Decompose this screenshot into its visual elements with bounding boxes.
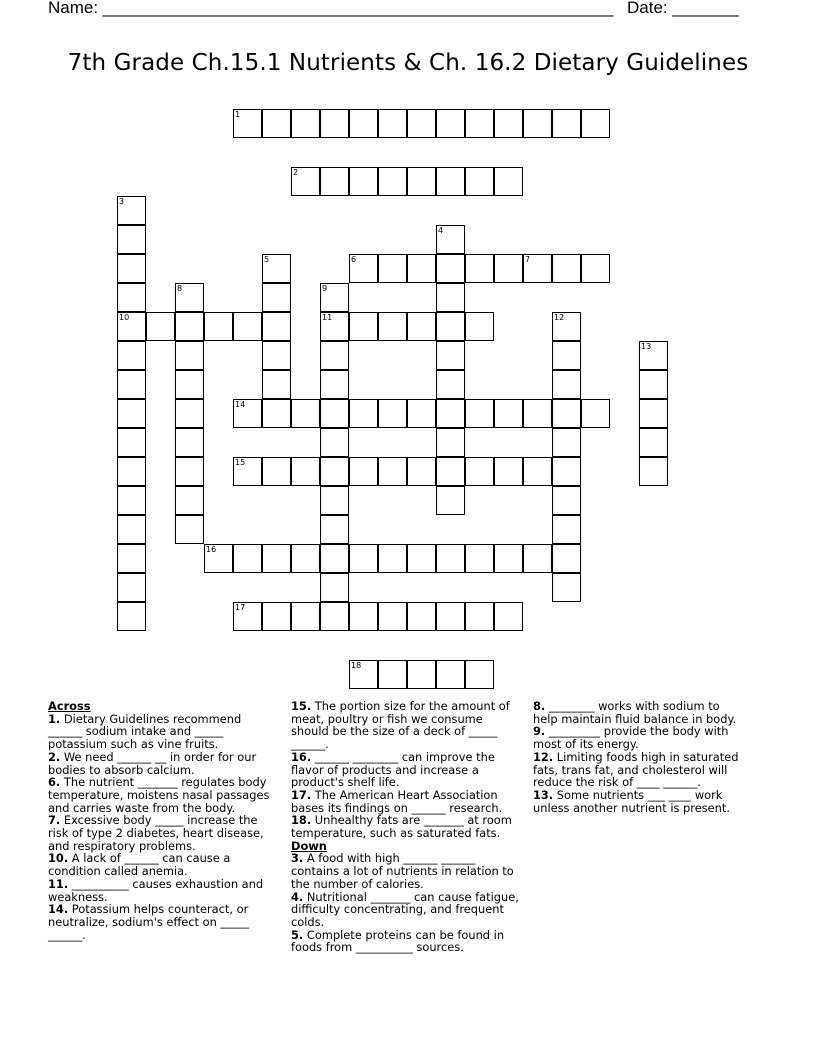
crossword-cell[interactable] — [494, 167, 523, 196]
crossword-cell[interactable] — [639, 428, 668, 457]
crossword-cell[interactable] — [407, 399, 436, 428]
crossword-cell[interactable] — [378, 254, 407, 283]
across-heading: Across — [48, 699, 91, 713]
crossword-cell[interactable] — [349, 602, 378, 631]
crossword-cell[interactable] — [552, 370, 581, 399]
crossword-cell[interactable] — [320, 515, 349, 544]
crossword-cell[interactable] — [581, 399, 610, 428]
crossword-cell[interactable] — [320, 109, 349, 138]
clue-down-3: 3. A food with high ______ ______ contains a lot of nutrients in relation to the number of calories. — [291, 851, 514, 891]
crossword-cell[interactable] — [436, 225, 465, 254]
crossword-cell[interactable] — [639, 457, 668, 486]
cell-number: 2 — [293, 168, 299, 177]
crossword-cell[interactable] — [320, 457, 349, 486]
crossword-cell[interactable] — [175, 515, 204, 544]
clue-across-7: 7. Excessive body _____ increase the risk of type 2 diabetes, heart disease, and respiratory problems. — [48, 813, 264, 853]
crossword-cell[interactable] — [436, 109, 465, 138]
crossword-cell[interactable] — [291, 457, 320, 486]
crossword-cell[interactable] — [436, 544, 465, 573]
clue-down-13: 13. Some nutrients ___ ____ work unless another nutrient is present. — [533, 787, 730, 815]
crossword-cell[interactable] — [552, 515, 581, 544]
crossword-cell[interactable] — [523, 544, 552, 573]
cell-number: 1 — [235, 110, 241, 119]
crossword-cell[interactable] — [320, 544, 349, 573]
cell-number: 14 — [235, 400, 246, 409]
crossword-cell[interactable] — [175, 428, 204, 457]
crossword-cell[interactable] — [407, 457, 436, 486]
crossword-cell[interactable] — [262, 254, 291, 283]
crossword-cell[interactable] — [523, 254, 552, 283]
crossword-cell[interactable] — [378, 602, 407, 631]
cell-number: 9 — [322, 284, 328, 293]
clue-across-2: 2. We need ______ __ in order for our bodies to absorb calcium. — [48, 749, 257, 777]
clue-across-1: 1. Dietary Guidelines recommend ______ sodium intake and _____ potassium such as vine fruits. — [48, 711, 242, 752]
crossword-cell[interactable] — [436, 254, 465, 283]
crossword-cell[interactable] — [436, 486, 465, 515]
crossword-cell[interactable] — [494, 457, 523, 486]
cell-number: 4 — [438, 226, 444, 235]
crossword-cell[interactable] — [262, 399, 291, 428]
clue-down-4: 4. Nutritional _______ can cause fatigue, difficulty concentrating, and frequent colds. — [291, 889, 519, 929]
crossword-cell[interactable] — [465, 109, 494, 138]
crossword-cell[interactable] — [233, 312, 262, 341]
crossword-cell[interactable] — [581, 254, 610, 283]
crossword-cell[interactable] — [117, 370, 146, 399]
clue-down-9: 9. _________ provide the body with most of its energy. — [533, 724, 729, 752]
crossword-cell[interactable] — [262, 602, 291, 631]
crossword-cell[interactable] — [378, 312, 407, 341]
crossword-cell[interactable] — [117, 544, 146, 573]
crossword-cell[interactable] — [291, 602, 320, 631]
clues-column-1 — [48, 700, 273, 941]
crossword-cell[interactable] — [349, 312, 378, 341]
crossword-cell[interactable] — [552, 573, 581, 602]
crossword-cell[interactable] — [407, 602, 436, 631]
crossword-cell[interactable] — [291, 167, 320, 196]
crossword-cell[interactable] — [117, 196, 146, 225]
crossword-cell[interactable] — [291, 544, 320, 573]
crossword-cell[interactable] — [320, 312, 349, 341]
crossword-cell[interactable] — [436, 283, 465, 312]
crossword-cell[interactable] — [117, 515, 146, 544]
crossword-cell[interactable] — [494, 544, 523, 573]
crossword-cell[interactable] — [349, 254, 378, 283]
crossword-cell[interactable] — [233, 602, 262, 631]
crossword-cell[interactable] — [552, 109, 581, 138]
name-field-label[interactable]: Name: ______________________________________________________ — [48, 0, 614, 17]
crossword-cell[interactable] — [552, 399, 581, 428]
crossword-cell[interactable] — [320, 370, 349, 399]
cell-number: 5 — [264, 255, 270, 264]
cell-number: 8 — [177, 284, 183, 293]
crossword-cell[interactable] — [117, 486, 146, 515]
crossword-cell[interactable] — [320, 573, 349, 602]
crossword-cell[interactable] — [494, 109, 523, 138]
cell-number: 10 — [119, 313, 130, 322]
crossword-cell[interactable] — [262, 544, 291, 573]
crossword-cell[interactable] — [407, 544, 436, 573]
page-title: 7th Grade Ch.15.1 Nutrients & Ch. 16.2 Dietary Guidelines — [67, 50, 749, 76]
crossword-cell[interactable] — [204, 312, 233, 341]
crossword-cell[interactable] — [204, 544, 233, 573]
crossword-cell[interactable] — [175, 370, 204, 399]
crossword-cell[interactable] — [465, 312, 494, 341]
crossword-cell[interactable] — [436, 457, 465, 486]
crossword-cell[interactable] — [436, 660, 465, 689]
clue-across-16: 16. ______ ________ can improve the flavor of products and increase a product's shelf life. — [291, 749, 495, 790]
crossword-cell[interactable] — [349, 167, 378, 196]
crossword-cell[interactable] — [436, 428, 465, 457]
cell-number: 16 — [206, 545, 217, 554]
crossword-cell[interactable] — [552, 312, 581, 341]
crossword-cell[interactable] — [465, 457, 494, 486]
crossword-cell[interactable] — [378, 109, 407, 138]
crossword-cell[interactable] — [378, 457, 407, 486]
crossword-cell[interactable] — [117, 573, 146, 602]
crossword-cell[interactable] — [407, 660, 436, 689]
date-field-label[interactable]: Date: _______ — [627, 0, 739, 17]
crossword-cell[interactable] — [465, 602, 494, 631]
crossword-cell[interactable] — [523, 399, 552, 428]
crossword-cell[interactable] — [436, 312, 465, 341]
crossword-cell[interactable] — [117, 225, 146, 254]
crossword-cell[interactable] — [233, 399, 262, 428]
crossword-cell[interactable] — [494, 602, 523, 631]
crossword-cell[interactable] — [378, 399, 407, 428]
crossword-cell[interactable] — [465, 399, 494, 428]
crossword-cell[interactable] — [436, 602, 465, 631]
crossword-cell[interactable] — [465, 254, 494, 283]
crossword-cell[interactable] — [552, 544, 581, 573]
clue-across-6: 6. The nutrient _______ regulates body temperature, moistens nasal passages and carries waste from the body. — [48, 775, 270, 815]
crossword-cell[interactable] — [552, 428, 581, 457]
crossword-cell[interactable] — [407, 254, 436, 283]
crossword-cell[interactable] — [407, 109, 436, 138]
crossword-cell[interactable] — [320, 167, 349, 196]
crossword-cell[interactable] — [436, 370, 465, 399]
crossword-cell[interactable] — [523, 109, 552, 138]
clue-down-5: 5. Complete proteins can be found in foods from __________ sources. — [291, 927, 505, 955]
crossword-cell[interactable] — [175, 486, 204, 515]
crossword-cell[interactable] — [639, 341, 668, 370]
crossword-cell[interactable] — [552, 254, 581, 283]
crossword-cell[interactable] — [233, 457, 262, 486]
crossword-cell[interactable] — [465, 660, 494, 689]
clue-across-14: 14. Potassium helps counteract, or neutralize, sodium's effect on _____ ______. — [48, 902, 249, 942]
crossword-cell[interactable] — [639, 370, 668, 399]
crossword-cell[interactable] — [262, 341, 291, 370]
cell-number: 11 — [322, 313, 333, 322]
crossword-cell[interactable] — [436, 399, 465, 428]
crossword-cell[interactable] — [552, 486, 581, 515]
crossword-cell[interactable] — [117, 602, 146, 631]
crossword-cell[interactable] — [349, 109, 378, 138]
crossword-cell[interactable] — [378, 544, 407, 573]
crossword-cell[interactable] — [639, 399, 668, 428]
cell-number: 12 — [554, 313, 565, 322]
crossword-cell[interactable] — [378, 660, 407, 689]
crossword-cell[interactable] — [117, 283, 146, 312]
crossword-cell[interactable] — [175, 341, 204, 370]
crossword-cell[interactable] — [407, 167, 436, 196]
crossword-cell[interactable] — [262, 109, 291, 138]
crossword-cell[interactable] — [175, 399, 204, 428]
crossword-cell[interactable] — [117, 312, 146, 341]
crossword-cell[interactable] — [291, 109, 320, 138]
crossword-cell[interactable] — [262, 283, 291, 312]
crossword-cell[interactable] — [465, 167, 494, 196]
clue-across-11: 11. __________ causes exhaustion and weakness. — [48, 876, 264, 904]
clues-column-2 — [291, 700, 524, 954]
crossword-cell[interactable] — [117, 341, 146, 370]
crossword-cell[interactable] — [262, 312, 291, 341]
crossword-cell[interactable] — [320, 428, 349, 457]
crossword-cell[interactable] — [581, 109, 610, 138]
cell-number: 17 — [235, 603, 246, 612]
crossword-cell[interactable] — [349, 544, 378, 573]
cell-number: 3 — [119, 197, 125, 206]
crossword-cell[interactable] — [117, 457, 146, 486]
clue-across-18: 18. Unhealthy fats are _______ at room temperature, such as saturated fats. — [291, 813, 512, 841]
clues-column-3 — [533, 700, 743, 814]
crossword-cell[interactable] — [378, 167, 407, 196]
crossword-cell[interactable] — [436, 341, 465, 370]
crossword-cell[interactable] — [175, 283, 204, 312]
crossword-cell[interactable] — [262, 370, 291, 399]
crossword-cell[interactable] — [262, 457, 291, 486]
clue-across-17: 17. The American Heart Association bases its findings on ______ research. — [291, 787, 503, 815]
cell-number: 15 — [235, 458, 246, 467]
crossword-cell[interactable] — [117, 254, 146, 283]
clue-down-8: 8. ________ works with sodium to help maintain fluid balance in body. — [533, 699, 737, 726]
crossword-cell[interactable] — [320, 602, 349, 631]
crossword-cell[interactable] — [320, 486, 349, 515]
crossword-cell[interactable] — [436, 167, 465, 196]
crossword-cell[interactable] — [349, 399, 378, 428]
crossword-cell[interactable] — [146, 312, 175, 341]
crossword-cell[interactable] — [175, 312, 204, 341]
crossword-cell[interactable] — [233, 109, 262, 138]
crossword-cell[interactable] — [523, 457, 552, 486]
crossword-cell[interactable] — [320, 283, 349, 312]
crossword-cell[interactable] — [407, 312, 436, 341]
crossword-cell[interactable] — [494, 254, 523, 283]
crossword-cell[interactable] — [233, 544, 262, 573]
crossword-cell[interactable] — [175, 457, 204, 486]
clue-across-15: 15. The portion size for the amount of meat, poultry or fish we consume should be the size of a deck of _____ ______. — [291, 699, 510, 752]
cell-number: 18 — [351, 661, 362, 670]
crossword-cell[interactable] — [494, 399, 523, 428]
crossword-cell[interactable] — [552, 457, 581, 486]
crossword-cell[interactable] — [320, 399, 349, 428]
crossword-cell[interactable] — [117, 399, 146, 428]
crossword-cell[interactable] — [349, 457, 378, 486]
cell-number: 6 — [351, 255, 357, 264]
cell-number: 13 — [641, 342, 652, 351]
crossword-cell[interactable] — [320, 341, 349, 370]
clue-down-12: 12. Limiting foods high in saturated fats, trans fat, and cholesterol will reduce the risk of ____ ______. — [533, 749, 739, 790]
crossword-cell[interactable] — [552, 341, 581, 370]
crossword-cell[interactable] — [117, 428, 146, 457]
crossword-cell[interactable] — [465, 544, 494, 573]
crossword-cell[interactable] — [291, 399, 320, 428]
down-heading: Down — [291, 838, 327, 853]
clue-across-10: 10. A lack of ______ can cause a condition called anemia. — [48, 851, 231, 879]
crossword-cell[interactable] — [349, 660, 378, 689]
cell-number: 7 — [525, 255, 531, 264]
